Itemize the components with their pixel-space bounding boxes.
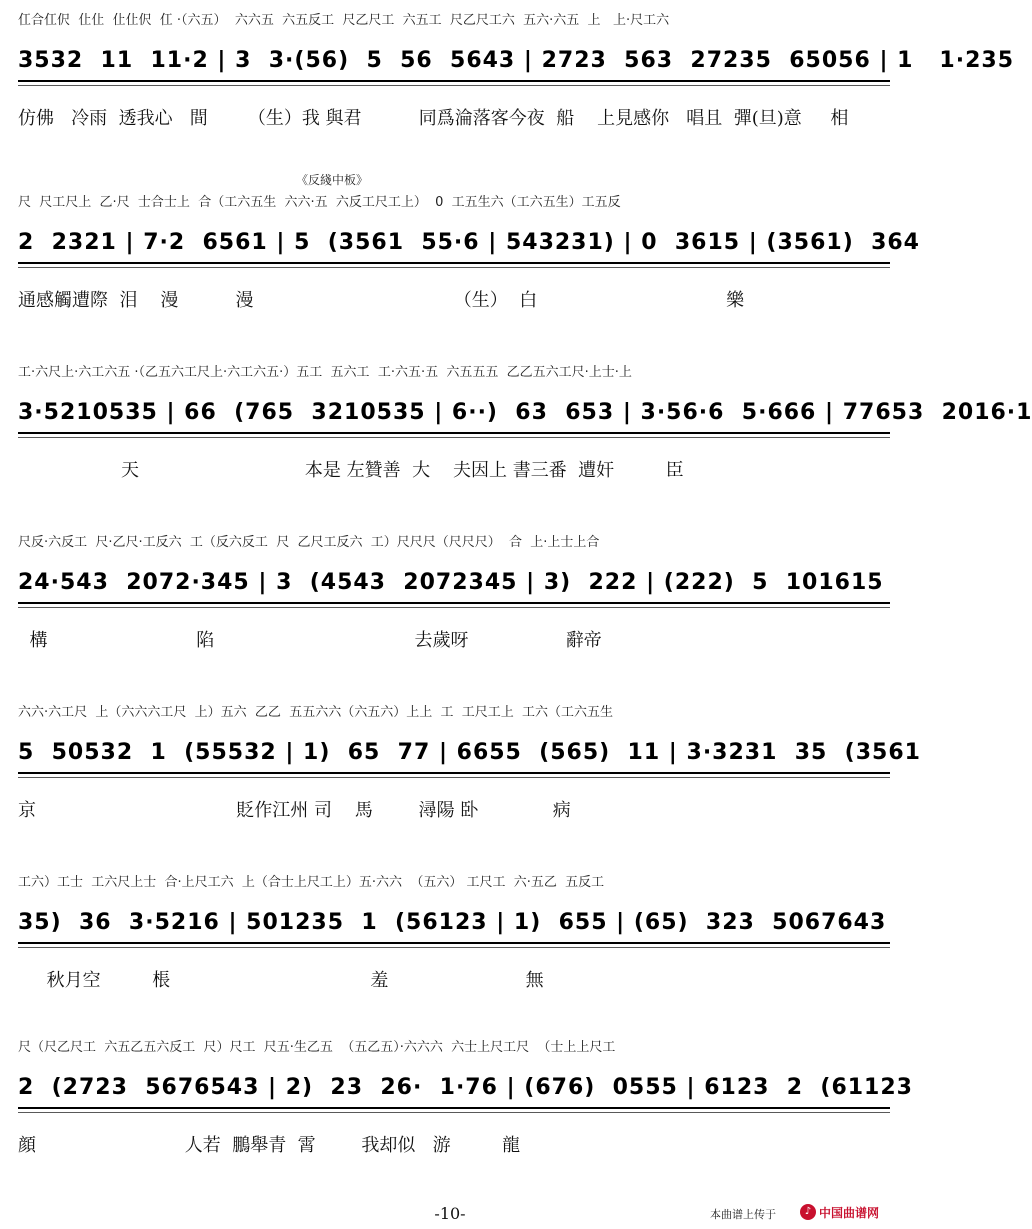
jianpu-notes-line: 24·543 2072·345 | 3 (4543 2072345 | 3) 222 | (222) 5 101615: [18, 570, 884, 595]
beam-line: [18, 432, 890, 434]
jianpu-notes-line: 3·5210535 | 66 (765 3210535 | 6··) 63 653 | 3·56·6 5·666 | 77653 2016·1: [18, 400, 1032, 425]
beam-line: [18, 942, 890, 944]
tempo-annotation: 《反綫中板》: [296, 173, 369, 187]
beam-line-secondary: [18, 947, 890, 948]
beam-line: [18, 80, 890, 82]
beam-line-secondary: [18, 777, 890, 778]
lyrics-line: 京 貶作江州 司 馬 潯陽 卧 病: [18, 800, 571, 821]
score-system-2: [18, 190, 920, 340]
lyrics-line: 構 陷 去歲呀 辭帝: [18, 630, 602, 651]
jianpu-notes-line: 5 50532 1 (55532 | 1) 65 77 | 6655 (565) 11 | 3·3231 35 (3561: [18, 740, 921, 765]
score-system-4: [18, 530, 890, 680]
gongche-notation-line: 尺 尺工尺上 乙·尺 士合士上 合（工六五生 六六·五 六反工尺工上） 0 工五生六（工六五生）工五反: [18, 195, 621, 210]
lyrics-line: 顔 人若 鵬舉青 霄 我却似 游 龍: [18, 1135, 521, 1156]
score-system-3: [18, 360, 1032, 510]
beam-line: [18, 262, 890, 264]
beam-line-secondary: [18, 607, 890, 608]
jianpu-notes-line: 2 (2723 5676543 | 2) 23 26· 1·76 | (676) 0555 | 6123 2 (61123: [18, 1075, 913, 1100]
lyrics-line: 秋月空 棖 羞 無: [18, 970, 544, 991]
beam-line-secondary: [18, 267, 890, 268]
score-system-5: [18, 700, 921, 850]
gongche-notation-line: 尺反·六反工 尺·乙尺·工反六 工（反六反工 尺 乙尺工反六 工）尺尺尺（尺尺尺） 合 上·上士上合: [18, 535, 600, 550]
score-system-1: [18, 8, 1015, 158]
beam-line: [18, 1107, 890, 1109]
gongche-notation-line: 工六）工士 工六尺上士 合·上尺工六 上（合士上尺工上）五·六六 （五六） 工尺工 六·五乙 五反工: [18, 875, 605, 890]
jianpu-notes-line: 35) 36 3·5216 | 501235 1 (56123 | 1) 655 | (65) 323 5067643: [18, 910, 887, 935]
upload-note: 本曲谱上传于: [710, 1208, 776, 1221]
site-name: 中国曲谱网: [819, 1205, 880, 1220]
gongche-notation-line: 尺（尺乙尺工 六五乙五六反工 尺）尺工 尺五·生乙五 （五乙五）·六六六 六士上尺工尺 （士上上尺工: [18, 1040, 616, 1055]
beam-line: [18, 602, 890, 604]
page-number: -10-: [434, 1204, 466, 1223]
site-logo[interactable]: [800, 1203, 892, 1221]
jianpu-notes-line: 3532 11 11·2 | 3 3·(56) 5 56 5643 | 2723 563 27235 65056 | 1 1·235: [18, 48, 1015, 73]
score-system-6: [18, 870, 890, 1020]
lyrics-line: 通感觸遭際 泪 漫 漫 （生） 白 樂: [18, 290, 745, 311]
gongche-notation-line: 仜合仜伬 仩仩 仩仩伬 仜 ·（六五） 六六五 六五反工 尺乙尺工 六五工 尺乙尺工六 五六·六五 上 上·尺工六: [18, 13, 670, 28]
lyrics-line: 天 本是 左贊善 大 夫因上 書三番 遭奸 臣: [18, 460, 684, 481]
gongche-notation-line: 六六·六工尺 上（六六六工尺 上）五六 乙乙 五五六六（六五六）上上 工 工尺工上 工六（工六五生: [18, 705, 613, 720]
beam-line-secondary: [18, 1112, 890, 1113]
site-logo-icon: ♪: [800, 1204, 816, 1220]
lyrics-line: 仿佛 冷雨 透我心 間 （生）我 與君 同爲淪落客今夜 船 上見感你 唱且 彈(旦)意 相: [18, 108, 849, 129]
gongche-notation-line: 工·六尺上·六工六五 ·（乙五六工尺上·六工六五·）五工 五六工 工·六五·五 六五五五 乙乙五六工尺·上士·上: [18, 365, 632, 380]
beam-line: [18, 772, 890, 774]
beam-line-secondary: [18, 437, 890, 438]
jianpu-notes-line: 2 2321 | 7·2 6561 | 5 (3561 55·6 | 543231) | 0 3615 | (3561) 364: [18, 230, 920, 255]
score-system-7: [18, 1035, 913, 1185]
beam-line-secondary: [18, 85, 890, 86]
